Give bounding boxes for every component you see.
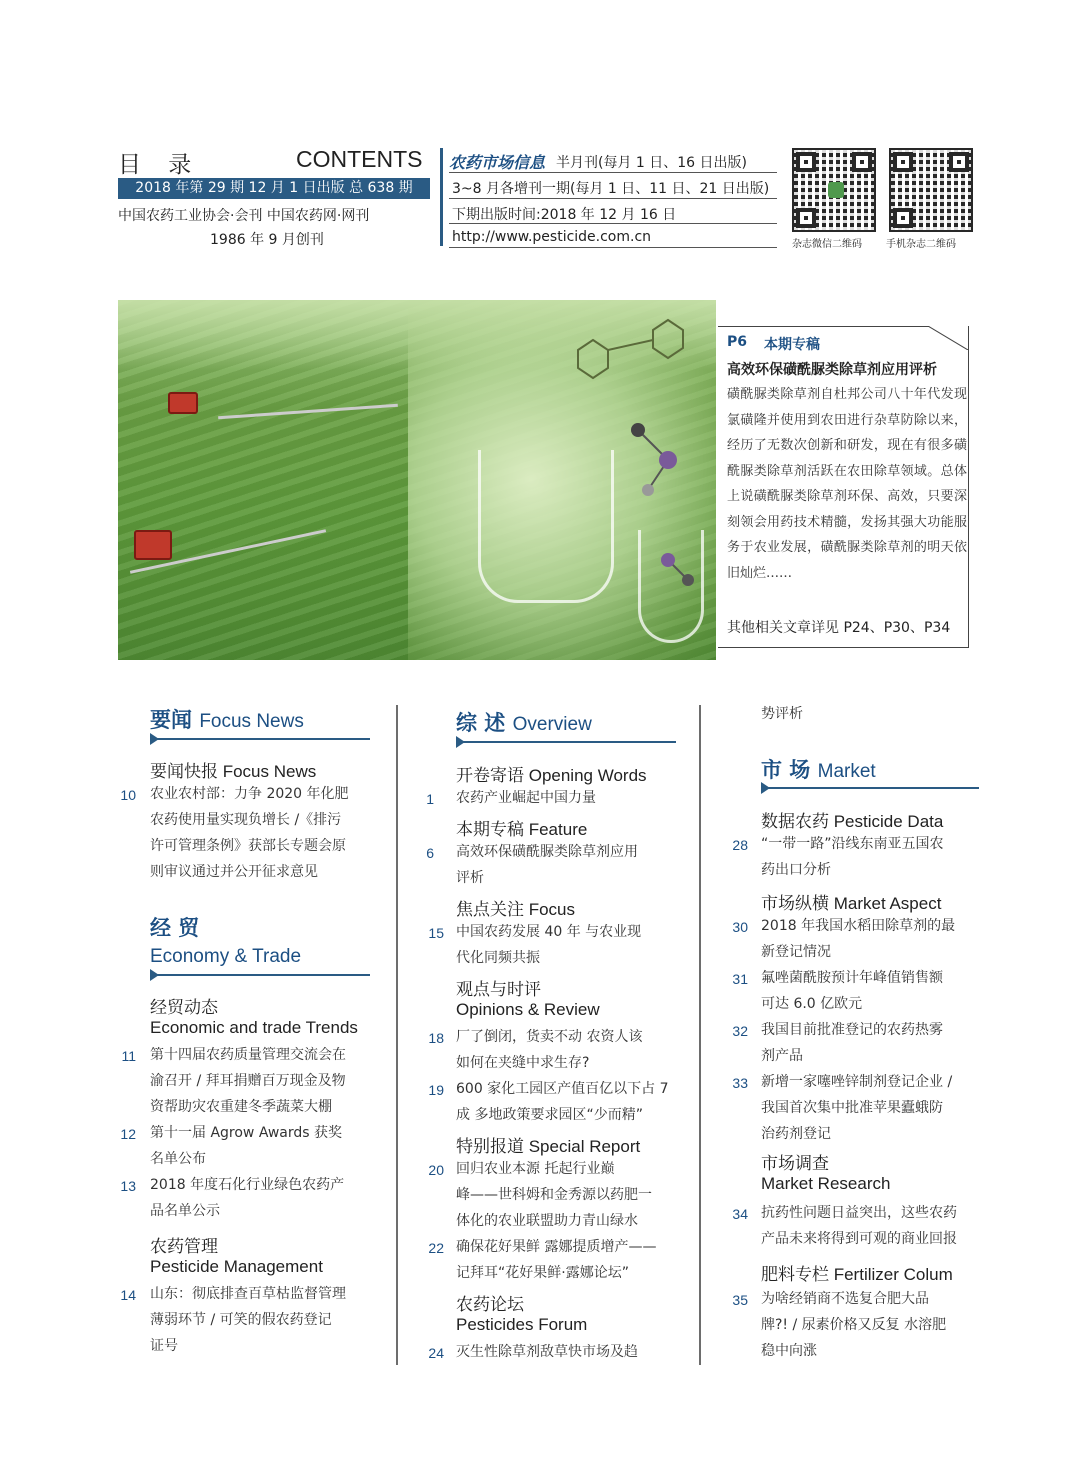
toc-entry[interactable] [456,839,638,891]
subsection-heading-cn: 农药管理 [150,1237,218,1256]
toc-entry-line: 灭生性除草剂敌草快市场及趋 [456,1344,638,1360]
page-number: 18 [428,1030,444,1046]
subsection-heading: 焦点关注 Focus [456,900,576,919]
website-link[interactable]: http://www.pesticide.com.cn [452,229,652,245]
toc-entry-line: 农药产业崛起中国力量 [456,790,596,806]
toc-entry[interactable] [761,913,955,965]
section-focus-heading [150,704,304,734]
section-marker-icon [456,736,465,748]
issue-info-bar: 2018 年第 29 期 12 月 1 日出版 总 638 期 [118,178,430,199]
sponsors: 中国农药工业协会·会刊 中国农药网·网刊 [118,208,370,224]
column-divider [396,705,398,1365]
section-title-en: Focus News [199,711,304,732]
mobile-qr-caption: 手机杂志二维码 [886,239,956,250]
subsection-heading-cn: 经贸动态 [150,998,218,1017]
molecule-model-icon [618,410,708,600]
subsection-heading: 数据农药 Pesticide Data [761,812,944,831]
page-number: 32 [732,1023,748,1039]
subsection-heading-en: Pesticide Management [150,1257,323,1276]
subsection-heading: 市场纵横 Market Aspect [761,894,942,913]
page-number: 1 [426,791,434,807]
section-overview-heading [456,707,592,737]
toc-entry-line: 薄弱环节 / 可笑的假农药登记 [150,1312,332,1328]
toc-entry-line: 回归农业本源 托起行业巅 [456,1161,615,1177]
tractor-icon [168,392,198,414]
toc-entry-line: 确保花好果鲜 露娜提质增产—— [456,1239,657,1255]
section-rule [150,974,370,976]
wechat-qr-caption: 杂志微信二维码 [792,239,862,250]
toc-entry-line: 第十一届 Agrow Awards 获奖 [150,1125,343,1141]
publication-frequency: 半月刊(每月 1 日、16 日出版) [556,155,747,171]
toc-entry-continuation[interactable]: 势评析 [761,706,803,722]
wechat-qr-code[interactable] [792,148,876,232]
header-divider [440,148,443,246]
toc-entry-line: 抗药性问题日益突出，这些农药 [761,1205,957,1221]
toc-entry-line: 资帮助灾农重建冬季蔬菜大棚 [150,1099,332,1115]
mobile-qr-code[interactable] [889,148,973,232]
feature-corner-fold [928,326,968,350]
toc-entry-line: 新增一家噻唑锌制剂登记企业 / [761,1074,953,1090]
section-title-cn: 市 场 [761,757,811,782]
page-number: 15 [428,925,444,941]
toc-entry-line: 代化同频共振 [456,950,540,966]
toc-entry[interactable] [456,1076,669,1128]
toc-entry-line: 证号 [150,1338,178,1354]
section-marker-icon [150,969,159,981]
feature-related-pages: 其他相关文章详见 P24、P30、P34 [727,620,951,636]
subsection-heading: 开卷寄语 Opening Words [456,766,647,785]
page-number: 10 [120,787,136,803]
toc-entry-line: 高效环保磺酰脲类除草剂应用 [456,844,638,860]
toc-entry[interactable] [150,1281,346,1359]
supplement-info: 3~8 月各增刊一期(每月 1 日、11 日、21 日出版) [452,181,770,197]
beaker-icon [478,450,614,603]
toc-entry-line: 剂产品 [761,1048,803,1064]
toc-entry[interactable] [761,1069,952,1147]
toc-entry-line: 峰——世科姆和金秀源以药肥一 [456,1187,652,1203]
page-number: 33 [732,1075,748,1091]
page-number: 24 [428,1345,444,1361]
subsection-heading-en: Pesticides Forum [456,1315,588,1334]
toc-entry-line: 成 多地政策要求园区“少而精” [456,1107,643,1123]
page-number: 28 [732,837,748,853]
toc-entry[interactable] [456,1156,652,1234]
header-rule [449,247,777,248]
section-title-cn: 综 述 [456,710,506,735]
page-number: 31 [732,971,748,987]
page-number: 14 [120,1287,136,1303]
molecule-icon [558,310,708,390]
section-title-en: Economy & Trade [150,946,302,967]
toc-entry-line: 稳中向涨 [761,1343,817,1359]
page-number: 11 [121,1048,136,1064]
toc-entry-line: 评析 [456,870,484,886]
page-number: 34 [732,1206,748,1222]
toc-entry-line: 第十四届农药质量管理交流会在 [150,1047,346,1063]
feature-summary: 磺酰脲类除草剂自杜邦公司八十年代发现氯磺隆并使用到农田进行杂草防除以来，经历了无数次创新和研发，现在有很多磺酰脲类除草剂活跃在农田除草领域。总体上说磺酰脲类除草剂环保、高效，只要深刻领会用药技术精髓，发扬其强大功能服务于农业发展，磺酰脲类除草剂的明天依旧灿烂…… [727,387,967,581]
toc-entry-line: 山东：彻底排查百草枯监督管理 [150,1286,346,1302]
toc-entry-line: 农药使用量实现负增长 /《排污 [150,812,342,828]
contents-title-en: CONTENTS [296,146,423,172]
toc-entry-line: 我国首次集中批准苹果蠹蛾防 [761,1100,943,1116]
page-number: 35 [732,1292,748,1308]
toc-entry[interactable] [456,1024,642,1076]
feature-title[interactable]: 高效环保磺酰脲类除草剂应用评析 [727,362,937,378]
toc-entry-line: 渝召开 / 拜耳捐赠百万现金及物 [150,1073,346,1089]
section-marker-icon [761,782,770,794]
toc-entry[interactable] [456,785,596,811]
subsection-heading: 要闻快报 Focus News [150,762,317,781]
next-issue-date: 下期出版时间:2018 年 12 月 16 日 [452,207,677,223]
toc-entry-line: 2018 年度石化行业绿色农药产 [150,1177,345,1193]
toc-entry[interactable] [150,1172,344,1224]
section-rule [761,787,979,789]
toc-entry-line: 2018 年我国水稻田除草剂的最 [761,918,956,934]
section-marker-icon [150,733,159,745]
toc-entry-line: 如何在夹缝中求生存? [456,1055,590,1071]
page-number: 22 [428,1240,444,1256]
subsection-heading-en: Market Research [761,1174,891,1193]
section-trade-heading-cn: 经 贸 [150,915,200,940]
subsection-heading-cn: 观点与时评 [456,980,541,999]
founded-date: 1986 年 9 月创刊 [210,232,324,248]
toc-entry-line: “一带一路”沿线东南亚五国农 [761,836,944,852]
feature-page-number: P6 [727,334,748,350]
toc-entry-line: 名单公布 [150,1151,206,1167]
page-number: 19 [428,1082,444,1098]
toc-entry-line: 厂了倒闭，货卖不动 农资人该 [456,1029,643,1045]
toc-entry-line: 记拜耳“花好果鲜·露娜论坛” [456,1265,629,1281]
section-trade-heading-en [150,942,301,968]
toc-entry[interactable] [761,965,943,1017]
toc-entry[interactable] [761,831,944,883]
header-rule [449,223,777,224]
section-title-en: Market [817,761,876,782]
header-rule [449,198,777,199]
toc-entry-line: 我国目前批准登记的农药热雾 [761,1022,943,1038]
toc-entry-line: 氟唑菌酰胺预计年峰值销售额 [761,970,943,986]
subsection-heading-en: Opinions & Review [456,1000,600,1019]
toc-entry-line: 农业农村部：力争 2020 年化肥 [150,786,349,802]
page-number: 20 [428,1162,444,1178]
toc-entry-line: 可达 6.0 亿欧元 [761,996,863,1012]
column-divider [699,705,701,1365]
page-number: 30 [732,919,748,935]
toc-entry[interactable] [761,1200,957,1252]
toc-entry[interactable] [150,781,349,885]
magazine-name: 农药市场信息 [449,153,546,172]
toc-entry-line: 则审议通过并公开征求意见 [150,864,318,880]
header-rule [449,172,777,173]
toc-entry[interactable] [456,919,641,971]
toc-entry[interactable] [456,1234,656,1286]
toc-entry-line: 产品未来将得到可观的商业回报 [761,1231,957,1247]
toc-entry-line: 品名单公示 [150,1203,220,1219]
toc-entry[interactable] [456,1339,638,1365]
section-rule [150,738,370,740]
toc-entry[interactable] [150,1042,346,1120]
section-market-heading [761,754,876,784]
subsection-heading: 肥料专栏 Fertilizer Colum [761,1265,953,1284]
tractor-icon [134,530,172,560]
toc-entry-line: 治药剂登记 [761,1126,831,1142]
toc-entry[interactable] [150,1120,342,1172]
page-number: 6 [426,845,434,861]
section-title-cn: 要闻 [150,707,192,732]
section-rule [456,741,676,743]
logo-icon [828,182,844,198]
toc-entry-line: 牌?! / 尿素价格又反复 水溶肥 [761,1317,947,1333]
toc-entry-line: 中国农药发展 40 年 与农业现 [456,924,642,940]
toc-entry[interactable] [761,1017,943,1069]
toc-entry-line: 药出口分析 [761,862,831,878]
contents-title-cn: 目 录 [118,152,202,178]
toc-entry-line: 新登记情况 [761,944,831,960]
subsection-heading-en: Economic and trade Trends [150,1018,358,1037]
section-title-en: Overview [512,714,592,735]
toc-entry-line: 体化的农业联盟助力青山绿水 [456,1213,638,1229]
toc-entry-line: 许可管理条例》获部长专题会原 [150,838,346,854]
subsection-heading-cn: 市场调查 [761,1154,829,1173]
page-number: 13 [120,1178,136,1194]
toc-entry-line: 为啥经销商不选复合肥大品 [761,1291,929,1307]
subsection-heading: 本期专稿 Feature [456,820,588,839]
toc-entry-line: 600 家化工园区产值百亿以下占 7 [456,1081,669,1097]
subsection-heading: 特别报道 Special Report [456,1137,641,1156]
cover-photo-farm-lab [118,300,716,660]
page-number: 12 [120,1126,136,1142]
feature-section-label: 本期专稿 [764,337,820,353]
subsection-heading-cn: 农药论坛 [456,1295,524,1314]
toc-entry[interactable] [761,1286,946,1364]
